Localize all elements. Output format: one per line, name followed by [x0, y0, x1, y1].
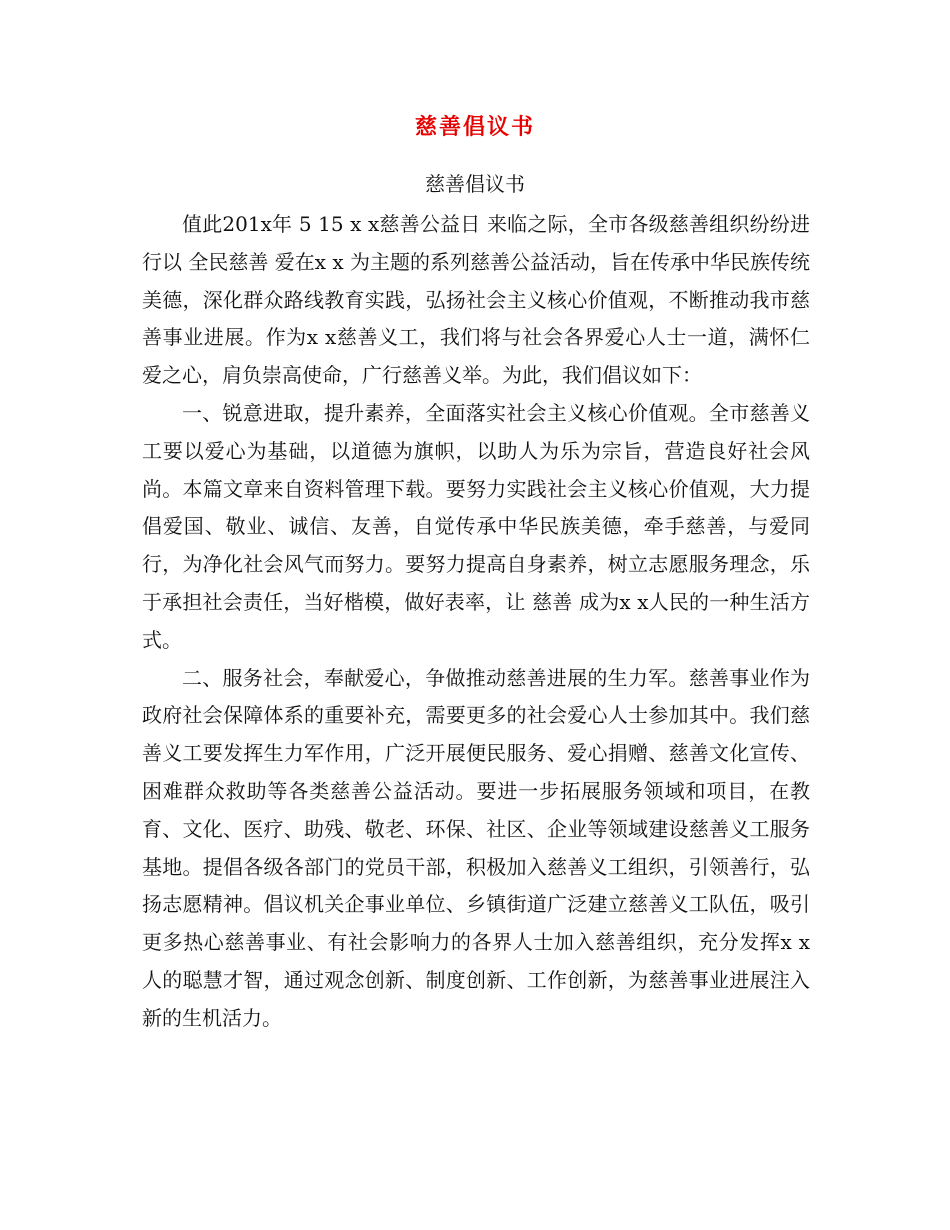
document-body — [142, 206, 810, 1038]
paragraph-point-one: 一、锐意进取，提升素养，全面落实社会主义核心价值观。全市慈善义工要以爱心为基础，以道德为旗帜，以助人为乐为宗旨，营造良好社会风尚。本篇文章来自资料管理下载。要努力实践社会主义核心价值观，大力提倡爱国、敬业、诚信、友善，自觉传承中华民族美德，牵手慈善，与爱同行，为净化社会风气而努力。要努力提高自身素养，树立志愿服务理念，乐于承担社会责任，当好楷模，做好表率，让 慈善 成为x x人民的一种生活方式。 — [142, 400, 810, 652]
paragraph-intro: 值此201x年 5 15 x x慈善公益日 来临之际，全市各级慈善组织纷纷进行以 全民慈善 爱在x x 为主题的系列慈善公益活动，旨在传承中华民族传统美德，深化群众路线教育实践，弘扬社会主义核心价值观，不断推动我市慈善事业进展。作为x x慈善义工，我们将与社会各界爱心人士一道，满怀仁爱之心，肩负崇高使命，广行慈善义举。为此，我们倡议如下： — [142, 212, 810, 388]
paragraph-point-two: 二、服务社会，奉献爱心，争做推动慈善进展的生力军。慈善事业作为政府社会保障体系的重要补充，需要更多的社会爱心人士参加其中。我们慈善义工要发挥生力军作用，广泛开展便民服务、爱心捐赠、慈善文化宣传、困难群众救助等各类慈善公益活动。要进一步拓展服务领域和项目，在教育、文化、医疗、助残、敬老、环保、社区、企业等领域建设慈善义工服务基地。提倡各级各部门的党员干部，积极加入慈善义工组织，引领善行，弘扬志愿精神。倡议机关企事业单位、乡镇街道广泛建立慈善义工队伍，吸引更多热心慈善事业、有社会影响力的各界人士加入慈善组织，充分发挥x x人的聪慧才智，通过观念创新、制度创新、工作创新，为慈善事业进展注入新的生机活力。 — [142, 665, 810, 1030]
document-subtitle: 慈善倡议书 — [425, 172, 525, 196]
document-title: 慈善倡议书 — [414, 115, 535, 140]
